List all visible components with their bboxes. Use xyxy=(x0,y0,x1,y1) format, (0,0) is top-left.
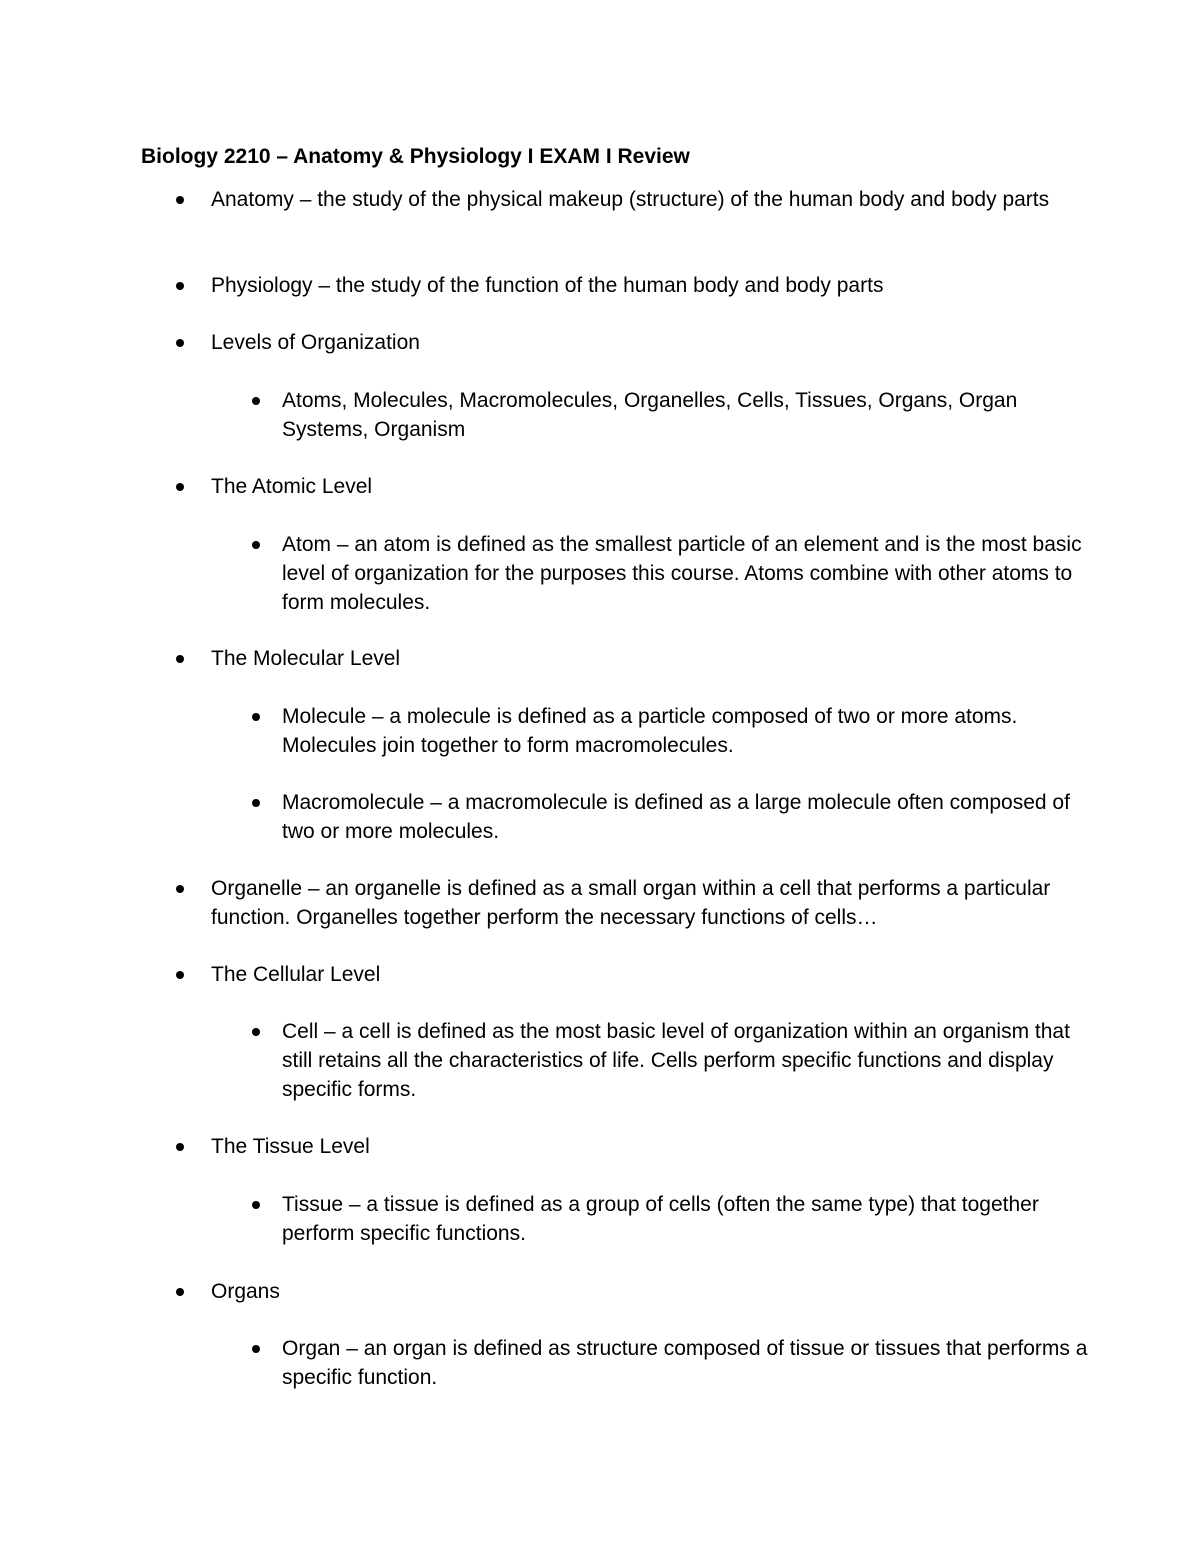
bullet-icon xyxy=(176,1288,184,1296)
document-title: Biology 2210 – Anatomy & Physiology I EXAM I Review xyxy=(141,145,690,168)
list-item-text: Anatomy – the study of the physical makeup (structure) of the human body and body parts xyxy=(211,188,1050,211)
bullet-icon xyxy=(176,971,184,979)
list-item xyxy=(211,328,1091,357)
list-item-text: The Cellular Level xyxy=(211,963,381,986)
bullet-icon xyxy=(252,541,260,549)
list-item-text: Atoms, Molecules, Macromolecules, Organelles, Cells, Tissues, Organs, Organ Systems, Organism xyxy=(282,389,1018,441)
list-item xyxy=(282,386,1102,444)
bullet-icon xyxy=(176,196,184,204)
list-item-text: The Molecular Level xyxy=(211,647,401,670)
list-item xyxy=(282,530,1102,617)
bullet-icon xyxy=(252,1345,260,1353)
list-item xyxy=(211,644,1091,673)
list-item xyxy=(282,1190,1102,1248)
list-item xyxy=(282,702,1102,760)
list-item-text: Organs xyxy=(211,1280,280,1303)
bullet-icon xyxy=(252,713,260,721)
bullet-icon xyxy=(176,885,184,893)
list-item-text: Macromolecule – a macromolecule is defined as a large molecule often composed of two or more molecules. xyxy=(282,791,1070,843)
list-item-text: The Tissue Level xyxy=(211,1135,370,1158)
list-item xyxy=(211,271,1091,300)
list-item xyxy=(211,1277,1091,1306)
bullet-icon xyxy=(252,1201,260,1209)
list-item-text: Tissue – a tissue is defined as a group of cells (often the same type) that together perform specific functions. xyxy=(282,1193,1039,1245)
list-item-text: Physiology – the study of the function of the human body and body parts xyxy=(211,274,884,297)
list-item-text: Organelle – an organelle is defined as a small organ within a cell that performs a particular function. Organelles together perform the necessary functions of cells… xyxy=(211,877,1051,929)
list-item xyxy=(211,472,1091,501)
bullet-icon xyxy=(176,483,184,491)
list-item-text: Atom – an atom is defined as the smallest particle of an element and is the most basic level of organization for the purposes this course. Atoms combine with other atoms to form molecules. xyxy=(282,533,1082,614)
bullet-icon xyxy=(176,339,184,347)
bullet-icon xyxy=(252,799,260,807)
list-item xyxy=(211,1132,1091,1161)
bullet-icon xyxy=(252,1028,260,1036)
bullet-icon xyxy=(176,655,184,663)
list-item-text: The Atomic Level xyxy=(211,475,373,498)
list-item-text: Cell – a cell is defined as the most basic level of organization within an organism that still retains all the characteristics of life. Cells perform specific functions and display specific forms. xyxy=(282,1020,1070,1101)
list-item xyxy=(282,1017,1102,1104)
list-item-text: Levels of Organization xyxy=(211,331,420,354)
list-item-text: Organ – an organ is defined as structure composed of tissue or tissues that performs a specific function. xyxy=(282,1337,1088,1389)
list-item xyxy=(282,1334,1102,1392)
list-item xyxy=(211,874,1091,932)
list-item xyxy=(211,185,1091,214)
bullet-icon xyxy=(252,397,260,405)
list-item xyxy=(282,788,1102,846)
bullet-icon xyxy=(176,1143,184,1151)
list-item xyxy=(211,960,1091,989)
bullet-icon xyxy=(176,282,184,290)
list-item-text: Molecule – a molecule is defined as a particle composed of two or more atoms. Molecules join together to form macromolecules. xyxy=(282,705,1018,757)
